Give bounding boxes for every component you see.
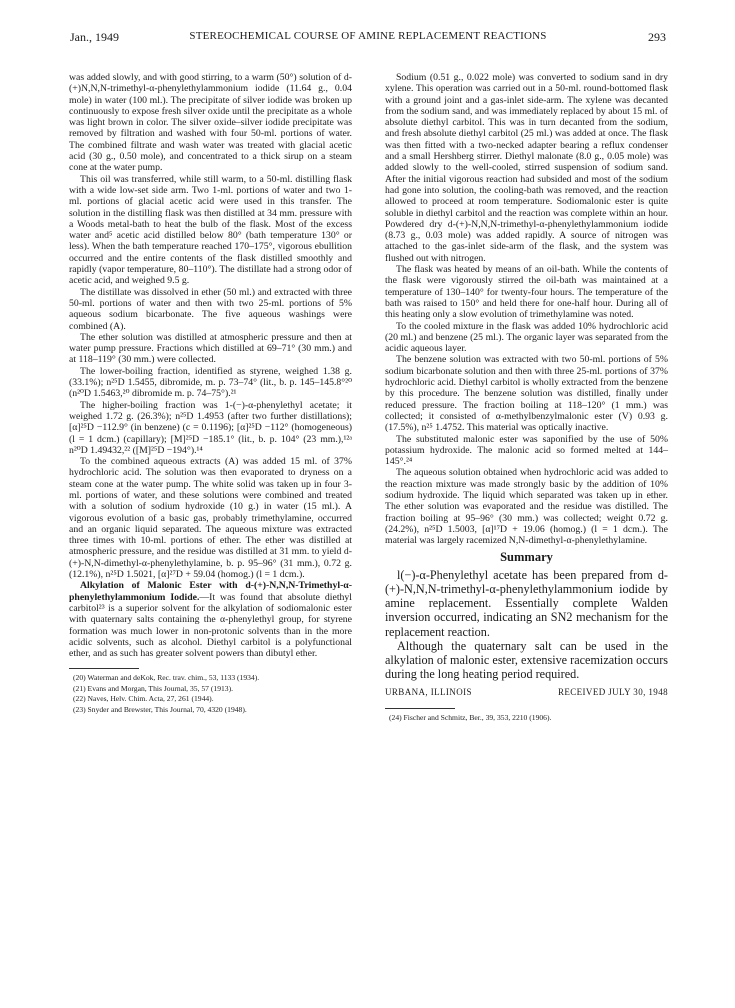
paragraph: The higher-boiling fraction was 1-(−)-α-phenylethyl acetate; it weighed 1.72 g. (26.3%); n²⁵D 1.4953 (after two further distillations); [α]²⁵D −112.9° (in benzene) (c = 0.1196); [α]²⁵D −112° (homogeneous) (l = 1 dcm.) (capillary); [M]²⁵D −185.1° (lit., b. p. 104° (23 mm.),¹²ᵃ n²⁰D 1.49432,²² ([M]²⁵D −194°).¹⁴ [69, 399, 352, 456]
paragraph: To the cooled mixture in the flask was added 10% hydrochloric acid (20 ml.) and benzene (25 ml.). The organic layer was separated from the acidic aqueous layer. [385, 320, 668, 355]
section-body: —It was found that absolute diethyl carbitol²³ is a superior solvent for the alkylation of sodiomalonic ester with quaternary salts containing the α-phenylethyl group, for styrene formation was much lower in non-protonic solvents than in the more acidic solvents, such as alcohol. Diethyl carbitol is a polyfunctional ether, and as such has greater solvent powers than dibutyl ether. [69, 591, 353, 660]
received-date: RECEIVED JULY 30, 1948 [557, 687, 668, 698]
section-paragraph [69, 580, 352, 659]
paragraph: The distillate was dissolved in ether (50 ml.) and extracted with three 50-ml. portions of water and then with two 25-ml. portions of 5% aqueous sodium bicarbonate. The five aqueous washings were combined (A). [69, 286, 352, 332]
summary-heading: Summary [500, 550, 553, 565]
footnote: (23) Snyder and Brewster, This Journal, 70, 4320 (1948). [73, 704, 247, 714]
paragraph: To the combined aqueous extracts (A) was added 15 ml. of 37% hydrochloric acid. The solution was then evaporated to dryness on a steam cone at the water pump. The white solid was taken up in four 3-ml. portions of water, and these solutions were combined and treated with a solution of sodium hydroxide (10 g.) in water (15 ml.). A vigorous evolution of a basic gas, probably trimethylamine, occurred and an organic liquid separated. The aqueous mixture was extracted three times with 10-ml. portions of ether. The ether was distilled at atmospheric pressure, and the residue was distilled at 31 mm. to yield d-(+)-N,N-dimethyl-α-phenylethylamine, b. p. 95–96° (31 mm.), 0.72 g. (12.1%), n²⁵D 1.5021, [α]²⁷D + 59.04 (homog.) (l = 1 dcm.). [69, 456, 352, 581]
paragraph: was added slowly, and with good stirring, to a warm (50°) solution of d-(+)N,N,N-trimethyl-α-phenylethylammonium iodide (11.64 g., 0.04 mole) in water (100 ml.). The precipitate of silver iodide was broken up continuously to expose fresh silver oxide until the precipitate as a whole was light brown in color. The silver oxide–silver iodide precipitate was removed by filtration and washed with four 50-ml. portions of water. The combined filtrate and wash water was treated with glacial acetic acid (30 g., 0.50 mole), and concentrated to a thick sirup on a steam cone at the water pump. [69, 72, 352, 174]
paragraph: The benzene solution was extracted with two 50-ml. portions of 5% sodium bicarbonate solution and then with three 25-ml. portions of 37% hydrochloric acid. Diethyl carbitol is wholly extracted from the benzene by this procedure. The benzene solution was distilled, finally under reduced pressure. The fraction boiling at 118–120° (1 mm.) was collected; it consisted of α-methylbenzylmalonic ester (V) 0.93 g. (17.5%), n²⁵ 1.4752. This material was optically inactive. [385, 354, 668, 434]
summary-paragraph: l(−)-α-Phenylethyl acetate has been prepared from d-(+)-N,N,N-trimethyl-α-phenylethylammonium iodide by amine replacement. Essentially complete Walden inversion occurred, indicating an SN2 mechanism for the replacement reaction. [385, 567, 668, 639]
article-signature [385, 687, 668, 698]
paragraph: The aqueous solution obtained when hydrochloric acid was added to the reaction mixture was made strongly basic by the addition of 10% sodium hydroxide. The liquid which separated was taken up in ether. The ether solution was evaporated and the residue was distilled. The fraction boiling at 95–96° (30 mm.) was collected; weight 0.72 g. (24.2%), n²⁵D 1.5003, [α]¹⁷D + 19.06 (homog.) (l = 1 dcm.). The material was largely racemized N,N-dimethyl-α-phenylethylamine. [385, 467, 668, 547]
footnote: (21) Evans and Morgan, This Journal, 35, 57 (1913). [73, 683, 234, 693]
footnote-divider [385, 708, 455, 709]
right-column [385, 72, 668, 723]
running-header [70, 30, 666, 48]
footnote: (22) Naves, Helv. Chim. Acta, 27, 261 (1944). [73, 694, 214, 704]
footnote-divider [69, 668, 139, 669]
issue-date: Jan., 1949 [70, 30, 119, 44]
footnote: (20) Waterman and deKok, Rec. trav. chim., 53, 1133 (1934). [73, 673, 260, 683]
footnotes [69, 673, 352, 715]
page-number: 293 [648, 30, 666, 44]
running-title: STEREOCHEMICAL COURSE OF AMINE REPLACEMENT REACTIONS [189, 30, 547, 42]
footnote: (24) Fischer and Schmitz, Ber., 39, 353, 2210 (1906). [389, 712, 552, 722]
left-column [69, 72, 352, 715]
paragraph: The ether solution was distilled at atmospheric pressure and then at water pump pressure. Fractions which distilled at 69–71° (30 mm.) and at 118–119° (30 mm.) were collected. [69, 331, 352, 366]
paragraph: This oil was transferred, while still warm, to a 50-ml. distilling flask with a wide low-set side arm. Two 1-ml. portions of water and two 1-ml. portions of glacial acetic acid were used in this transfer. The solution in the distilling flask was then distilled at 34 mm. pressure with a Woods metal-bath to heat the bulb of the flask. Most of the excess water and⁵ acetic acid distilled below 80° (bath temperature 130° or less). When the bath temperature reached 170–175°, vigorous ebullition occurred and the entire contents of the flask distilled smoothly and rapidly (vapor temperature, 80–110°). The distillate had a strong odor of acetic acid, and weighed 9.5 g. [69, 173, 352, 287]
summary-section [385, 568, 668, 682]
paragraph: The lower-boiling fraction, identified as styrene, weighed 1.38 g. (33.1%); n²⁵D 1.5455, dibromide, m. p. 73–74° (lit., b. p. 145–145.8°²⁰ (n²⁰D 1.5463,²⁰ dibromide m. p. 74–75°).²¹ [69, 365, 352, 400]
footnotes [385, 713, 668, 723]
paragraph: The substituted malonic ester was saponified by the use of 50% potassium hydroxide. The malonic acid so formed melted at 144–145°.²⁴ [385, 433, 668, 468]
paragraph: Sodium (0.51 g., 0.022 mole) was converted to sodium sand in dry xylene. This operation was carried out in a 50-ml. round-bottomed flask with a ground joint and a gas-inlet side-arm. The xylene was decanted from the sodium sand, and was immediately replaced by about 15 ml. of absolute diethyl carbitol. This was in turn decanted from the sodium, and fresh absolute diethyl carbitol (25 ml.) was added at once. The flask was then fitted with a two-necked adapter bearing a reflux condenser and a small Hershberg stirrer. Diethyl malonate (8.0 g., 0.05 mole) was added slowly to the well-cooled, stirred suspension of sodium sand. After the initial vigorous reaction had subsided and most of the sodium had gone into solution, the cooling-bath was removed, and the reaction allowed to proceed at room temperature. Sodiomalonic ester is quite soluble in diethyl carbitol and the reaction was complete within an hour. Powdered dry d-(+)-N,N,N-trimethyl-α-phenylethylammonium iodide (8.73 g., 0.03 mole) was added rapidly. A source of nitrogen was attached to the gas-inlet side-arm of the flask, and the system was flushed out with nitrogen. [385, 72, 668, 264]
author-location: URBANA, ILLINOIS [385, 687, 472, 698]
summary-paragraph: Although the quaternary salt can be used in the alkylation of malonic ester, extensive racemization occurs during the long heating period required. [385, 638, 668, 682]
paragraph: The flask was heated by means of an oil-bath. While the contents of the flask were vigorously stirred the oil-bath was maintained at a temperature of 130–140° for twenty-four hours. The temperature of the bath was raised to 150° and held there for one-half hour. During all of this heating only a slow evolution of trimethylamine was noted. [385, 264, 668, 321]
section-heading: Alkylation of Malonic Ester with d-(+)-N,N,N-Trimethyl-α-phenylethylammonium Iodide. [69, 580, 352, 603]
